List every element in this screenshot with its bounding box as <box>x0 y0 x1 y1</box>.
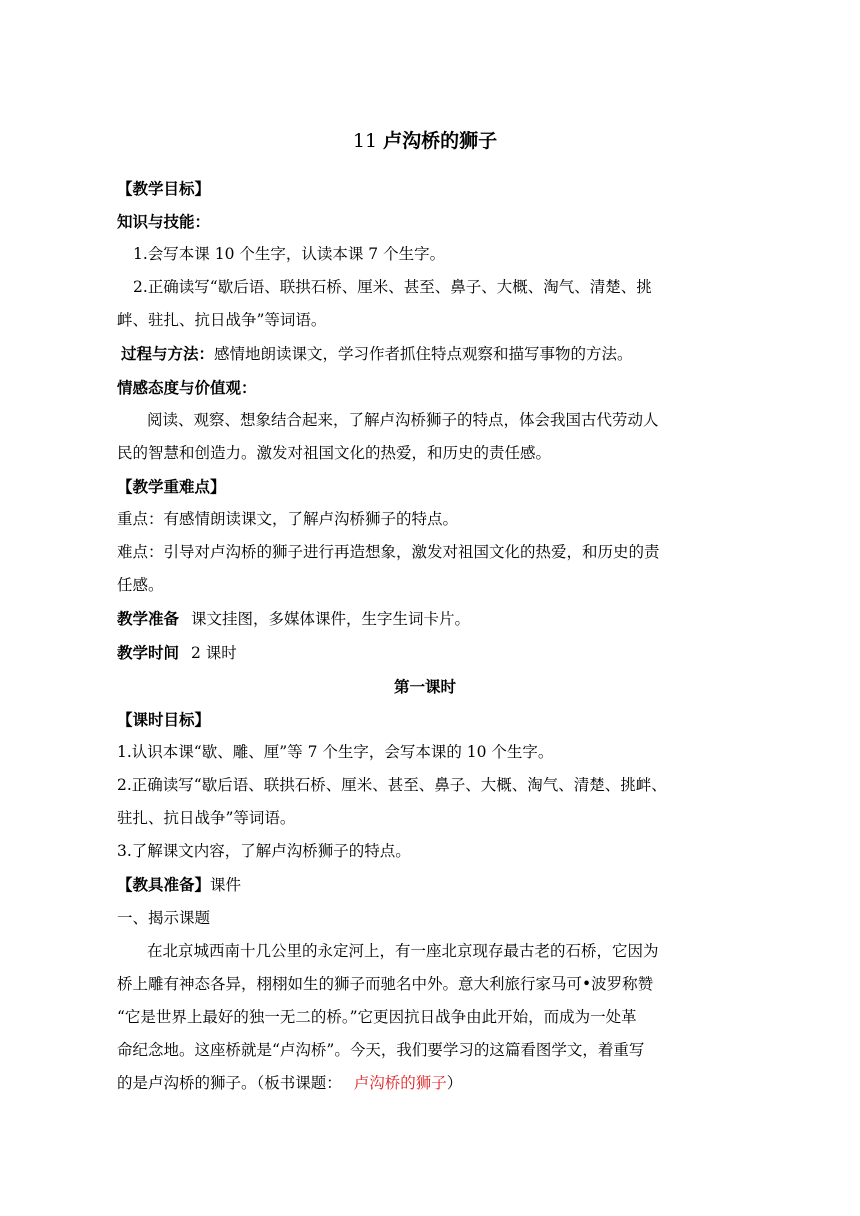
process-label: 过程与方法： <box>121 344 215 363</box>
keypoint-text: 重点：有感情朗读课文，了解卢沟桥狮子的特点。 <box>117 510 459 528</box>
emotion-heading: 情感态度与价值观： <box>117 378 257 397</box>
intro-line-5 <box>117 1067 733 1100</box>
intro-line-5-suffix: ） <box>446 1074 463 1092</box>
process-text: 感情地朗读课文，学习作者抓住特点观察和描写事物的方法。 <box>214 345 633 363</box>
knowledge-item-2-line-1: 2.正确读写“歇后语、联拱石桥、厘米、甚至、鼻子、大概、淘气、清楚、挑 <box>133 278 652 296</box>
difficulty-text-line-1: 难点：引导对卢沟桥的狮子进行再造想象，激发对祖国文化的热爱，和历史的责 <box>117 543 660 561</box>
intro-line-2: 桥上雕有神态各异，栩栩如生的狮子而驰名中外。意大利旅行家马可•波罗称赞 <box>117 975 654 993</box>
goals-heading: 【教学目标】 <box>117 179 211 198</box>
title-text: 卢沟桥的狮子 <box>383 130 498 152</box>
process-method <box>117 337 733 371</box>
intro-line-4: 命纪念地。这座桥就是“卢沟桥”。今天，我们要学习的这篇看图学文，着重写 <box>117 1041 645 1059</box>
prep-label: 教学准备 <box>117 609 180 628</box>
teaching-prep <box>117 602 733 636</box>
knowledge-item-2-line-2: 衅、驻扎、抗日战争”等词语。 <box>117 311 327 329</box>
tools-label: 【教具准备】 <box>117 875 211 894</box>
board-title-red: 卢沟桥的狮子 <box>353 1074 447 1092</box>
page-title <box>117 128 733 154</box>
time-text: 2 课时 <box>191 644 237 662</box>
lesson-goal-3: 3.了解课文内容，了解卢沟桥狮子的特点。 <box>117 842 411 860</box>
emotion-text-line-2: 民的智慧和创造力。激发对祖国文化的热爱，和历史的责任感。 <box>117 444 552 462</box>
lesson1-heading: 第一课时 <box>393 677 456 696</box>
lesson-goal-2-line-2: 驻扎、抗日战争”等词语。 <box>117 809 296 827</box>
lesson-goals-heading: 【课时目标】 <box>117 710 211 729</box>
knowledge-item-1: 1.会写本课 10 个生字，认读本课 7 个生字。 <box>133 245 446 263</box>
title-number: 11 <box>352 130 378 152</box>
time-label: 教学时间 <box>117 643 180 662</box>
prep-text: 课文挂图，多媒体课件，生字生词卡片。 <box>191 610 471 628</box>
keypoints-heading: 【教学重难点】 <box>117 477 226 496</box>
difficulty-text-line-2: 任感。 <box>117 576 164 594</box>
lesson-goal-1: 1.认识本课“歇、雕、厘”等 7 个生字，会写本课的 10 个生字。 <box>117 743 554 761</box>
emotion-text-line-1: 阅读、观察、想象结合起来，了解卢沟桥狮子的特点，体会我国古代劳动人 <box>147 411 659 429</box>
knowledge-heading: 知识与技能： <box>117 212 211 231</box>
document-page <box>117 128 733 1100</box>
intro-line-3: “它是世界上最好的独一无二的桥。”它更因抗日战争由此开始，而成为一处革 <box>117 1008 637 1026</box>
intro-line-1: 在北京城西南十几公里的永定河上，有一座北京现存最古老的石桥，它因为 <box>147 942 659 960</box>
lesson-goal-2-line-1: 2.正确读写“歇后语、联拱石桥、厘米、甚至、鼻子、大概、淘气、清楚、挑衅、 <box>117 776 667 794</box>
tools-prep <box>117 868 733 902</box>
teaching-time <box>117 636 733 670</box>
tools-text: 课件 <box>210 876 242 894</box>
section-1-heading: 一、揭示课题 <box>117 909 211 927</box>
intro-line-5-prefix: 的是卢沟桥的狮子。（板书课题： <box>117 1074 342 1092</box>
